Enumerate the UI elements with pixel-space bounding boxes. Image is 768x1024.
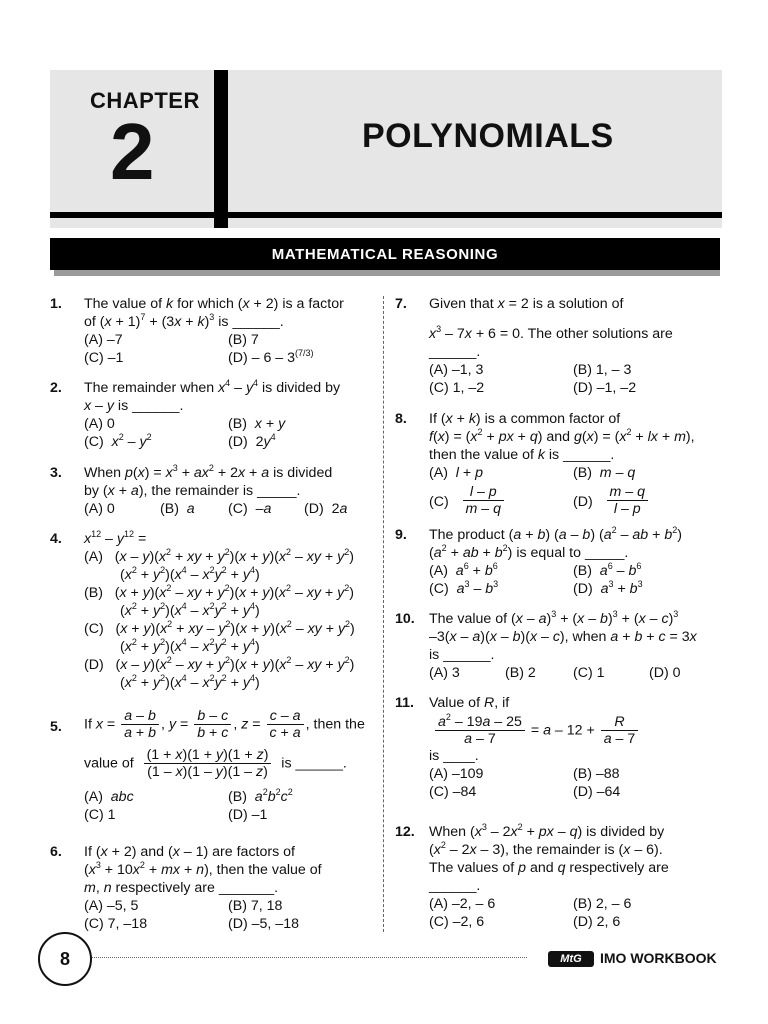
option-b: (B) 7: [228, 332, 259, 348]
page-number-text: 8: [59, 948, 70, 969]
section-title: MATHEMATICAL REASONING: [271, 245, 499, 263]
question-text: $x^{12} - y^{12}$ =: [84, 529, 147, 547]
question-text: by (x + a), the remainder is _____.: [84, 483, 301, 499]
question-text: value of $\frac{(1 + x)(1 + y)(1 + z)}{(1 - x)(1 - y)(1 - z)}$ is ______.: [84, 747, 347, 780]
option-c: (C) 1: [573, 665, 605, 681]
question-number: 9.: [395, 527, 407, 543]
option-b: (B) 7, 18: [228, 898, 283, 914]
option-d: (D) –1: [228, 807, 268, 823]
question-text: The product (a + b) (a – b) ($a^2$ – ab + $b^2$): [429, 525, 682, 543]
question-number: 11.: [395, 695, 414, 711]
question-text: Value of R, if: [429, 695, 510, 711]
question-number: 6.: [50, 844, 62, 860]
option-c: (C) –a: [228, 501, 272, 517]
question-text: Given that x = 2 is a solution of: [429, 296, 624, 312]
option-c: (C) $(x + y)(x^2$ + xy – $y^2)(x + y)(x^2$ – xy + $y^2$): [84, 619, 355, 637]
page-number: [38, 932, 92, 986]
option-c: (C) 1: [84, 807, 116, 823]
question-number: 2.: [50, 380, 62, 396]
option-b: (B) 1, – 3: [573, 362, 632, 378]
option-b: (B) 2, – 6: [573, 896, 632, 912]
question-text: is ____.: [429, 748, 479, 764]
question-text: of $(x + 1)^7 + (3x + k)^3$ is ______.: [84, 312, 284, 330]
option-c: (C) –84: [429, 784, 477, 800]
option-d: (D) $(x - y)(x^2$ – xy + $y^2)(x + y)(x^2$ – xy + $y^2$): [84, 655, 355, 673]
question-text: The remainder when $x^4 - y^4$ is divided by: [84, 378, 341, 396]
option-b: (B) $a^6 - b^6$: [573, 561, 642, 579]
question-number: 10.: [395, 611, 415, 627]
option-a: (A) $a^6 + b^6$: [429, 561, 498, 579]
chapter-label: CHAPTER: [90, 88, 200, 113]
option-c: (C) $a^3 - b^3$: [429, 579, 499, 597]
question-text: The values of p and q respectively are: [429, 860, 669, 876]
question-number: 5.: [50, 719, 62, 735]
option-a: (A) –1, 3: [429, 362, 484, 378]
option-c-cont: $(x^2 + y^2)(x^4 - x^2y^2 + y^4)$: [120, 637, 260, 655]
mtg-logo: MtG: [548, 951, 594, 967]
question-text: ($a^2$ + ab + $b^2$) is equal to _____.: [429, 543, 629, 561]
question-text: $x^3 - 7x + 6 = 0$. The other solutions are: [429, 324, 673, 342]
option-a: (A) 0: [84, 416, 115, 432]
question-text: m, n respectively are _______.: [84, 880, 279, 896]
option-d: (D) –1, –2: [573, 380, 637, 396]
option-a: (A) –5, 5: [84, 898, 139, 914]
question-text: ______.: [429, 344, 481, 360]
option-a-cont: $(x^2 + y^2)(x^4 - x^2y^2 + y^4)$: [120, 565, 260, 583]
question-number: 3.: [50, 465, 62, 481]
option-b: (B) $a^2b^2c^2$: [228, 787, 293, 805]
question-text: x – y is ______.: [84, 398, 184, 414]
section-banner-shadow: [54, 270, 720, 276]
option-c: (C) $x^2 - y^2$: [84, 432, 152, 450]
option-a: (A) –109: [429, 766, 484, 782]
option-d: $(D) - 6 - 3^{(7/3)}$: [228, 348, 314, 366]
question-text: When $p(x) = x^3 + ax^2 + 2x + a$ is divided: [84, 463, 333, 481]
question-text: When ($x^3 - 2x^2$ + px – q) is divided by: [429, 822, 665, 840]
option-a: (A) l + p: [429, 465, 484, 481]
option-a: (A) –2, – 6: [429, 896, 496, 912]
option-b: (B) $(x + y)(x^2$ – xy + $y^2)(x + y)(x^2$ – xy + $y^2$): [84, 583, 354, 601]
option-d: (D) $\frac{m - q}{l - p}$: [573, 484, 650, 517]
book-title: IMO WORKBOOK: [600, 950, 717, 966]
question-text: $f(x) = (x^2$ + px + q) and $g(x) = (x^2$ + lx + m),: [429, 427, 695, 445]
question-text: then the value of k is ______.: [429, 447, 615, 463]
question-text: The value of (x – a)$^3$ + (x – b)$^3$ + (x – c)$^3$: [429, 609, 679, 627]
option-c: (C) 1, –2: [429, 380, 485, 396]
option-d: (D) 2, 6: [573, 914, 621, 930]
question-text: The value of k for which (x + 2) is a factor: [84, 296, 344, 312]
chapter-title: POLYNOMIALS: [362, 117, 614, 155]
option-c: (C) $\frac{l - p}{m - q}$: [429, 484, 506, 517]
option-a: (A) 0: [84, 501, 115, 517]
option-c: (C) –2, 6: [429, 914, 485, 930]
option-d: (D) $a^3 + b^3$: [573, 579, 643, 597]
question-number: 1.: [50, 296, 62, 312]
header-vertical-bar: [214, 70, 228, 228]
question-number: 4.: [50, 531, 62, 547]
question-text: is ______.: [429, 647, 495, 663]
column-divider: [383, 296, 384, 932]
question-number: 8.: [395, 411, 407, 427]
option-a: (A) –7: [84, 332, 123, 348]
question-number: 7.: [395, 296, 407, 312]
section-banner: [50, 238, 720, 270]
question-text: If (x + k) is a common factor of: [429, 411, 621, 427]
question-text: –3(x – a)(x – b)(x – c), when a + b + c = 3x: [429, 629, 697, 645]
question-equation: $\frac{a^2 - 19a - 25}{a - 7}$ = a – 12 + $\frac{R}{a - 7}$: [429, 714, 721, 747]
option-b: (B) x + y: [228, 416, 286, 432]
option-c: (C) 7, –18: [84, 916, 148, 932]
option-d: (D) –64: [573, 784, 621, 800]
option-d: (D) 2a: [304, 501, 348, 517]
option-d-cont: $(x^2 + y^2)(x^4 - x^2y^2 + y^4)$: [120, 673, 260, 691]
question-text: If x = $\frac{a - b}{a + b}$ , y = $\frac{b - c}{b + c}$ , z = $\frac{c - a}{c + a}$ , then the: [84, 708, 365, 741]
question-text: ($x^3 + 10x^2$ + mx + n), then the value of: [84, 860, 322, 878]
chapter-number: 2: [110, 107, 155, 196]
option-b-cont: $(x^2 + y^2)(x^4 - x^2y^2 + y^4)$: [120, 601, 260, 619]
option-c: (C) –1: [84, 350, 124, 366]
option-b: (B) m – q: [573, 465, 636, 481]
header-horizontal-bar: [50, 212, 722, 218]
question-number: 12.: [395, 824, 415, 840]
option-a: (A) 3: [429, 665, 460, 681]
option-b: (B) a: [160, 501, 195, 517]
option-d: (D) 0: [649, 665, 681, 681]
option-a: (A) abc: [84, 789, 134, 805]
option-a: (A) $(x - y)(x^2$ + xy + $y^2)(x + y)(x^2$ – xy + $y^2$): [84, 547, 354, 565]
question-text: If (x + 2) and (x – 1) are factors of: [84, 844, 295, 860]
option-d: (D) $2y^4$: [228, 432, 276, 450]
option-b: (B) 2: [505, 665, 536, 681]
option-b: (B) –88: [573, 766, 620, 782]
footer-rule: [92, 957, 527, 958]
option-d: (D) –5, –18: [228, 916, 299, 932]
question-text: ______.: [429, 878, 481, 894]
question-text: $(x^2 - 2x - 3)$, the remainder is (x – 6).: [429, 840, 663, 858]
